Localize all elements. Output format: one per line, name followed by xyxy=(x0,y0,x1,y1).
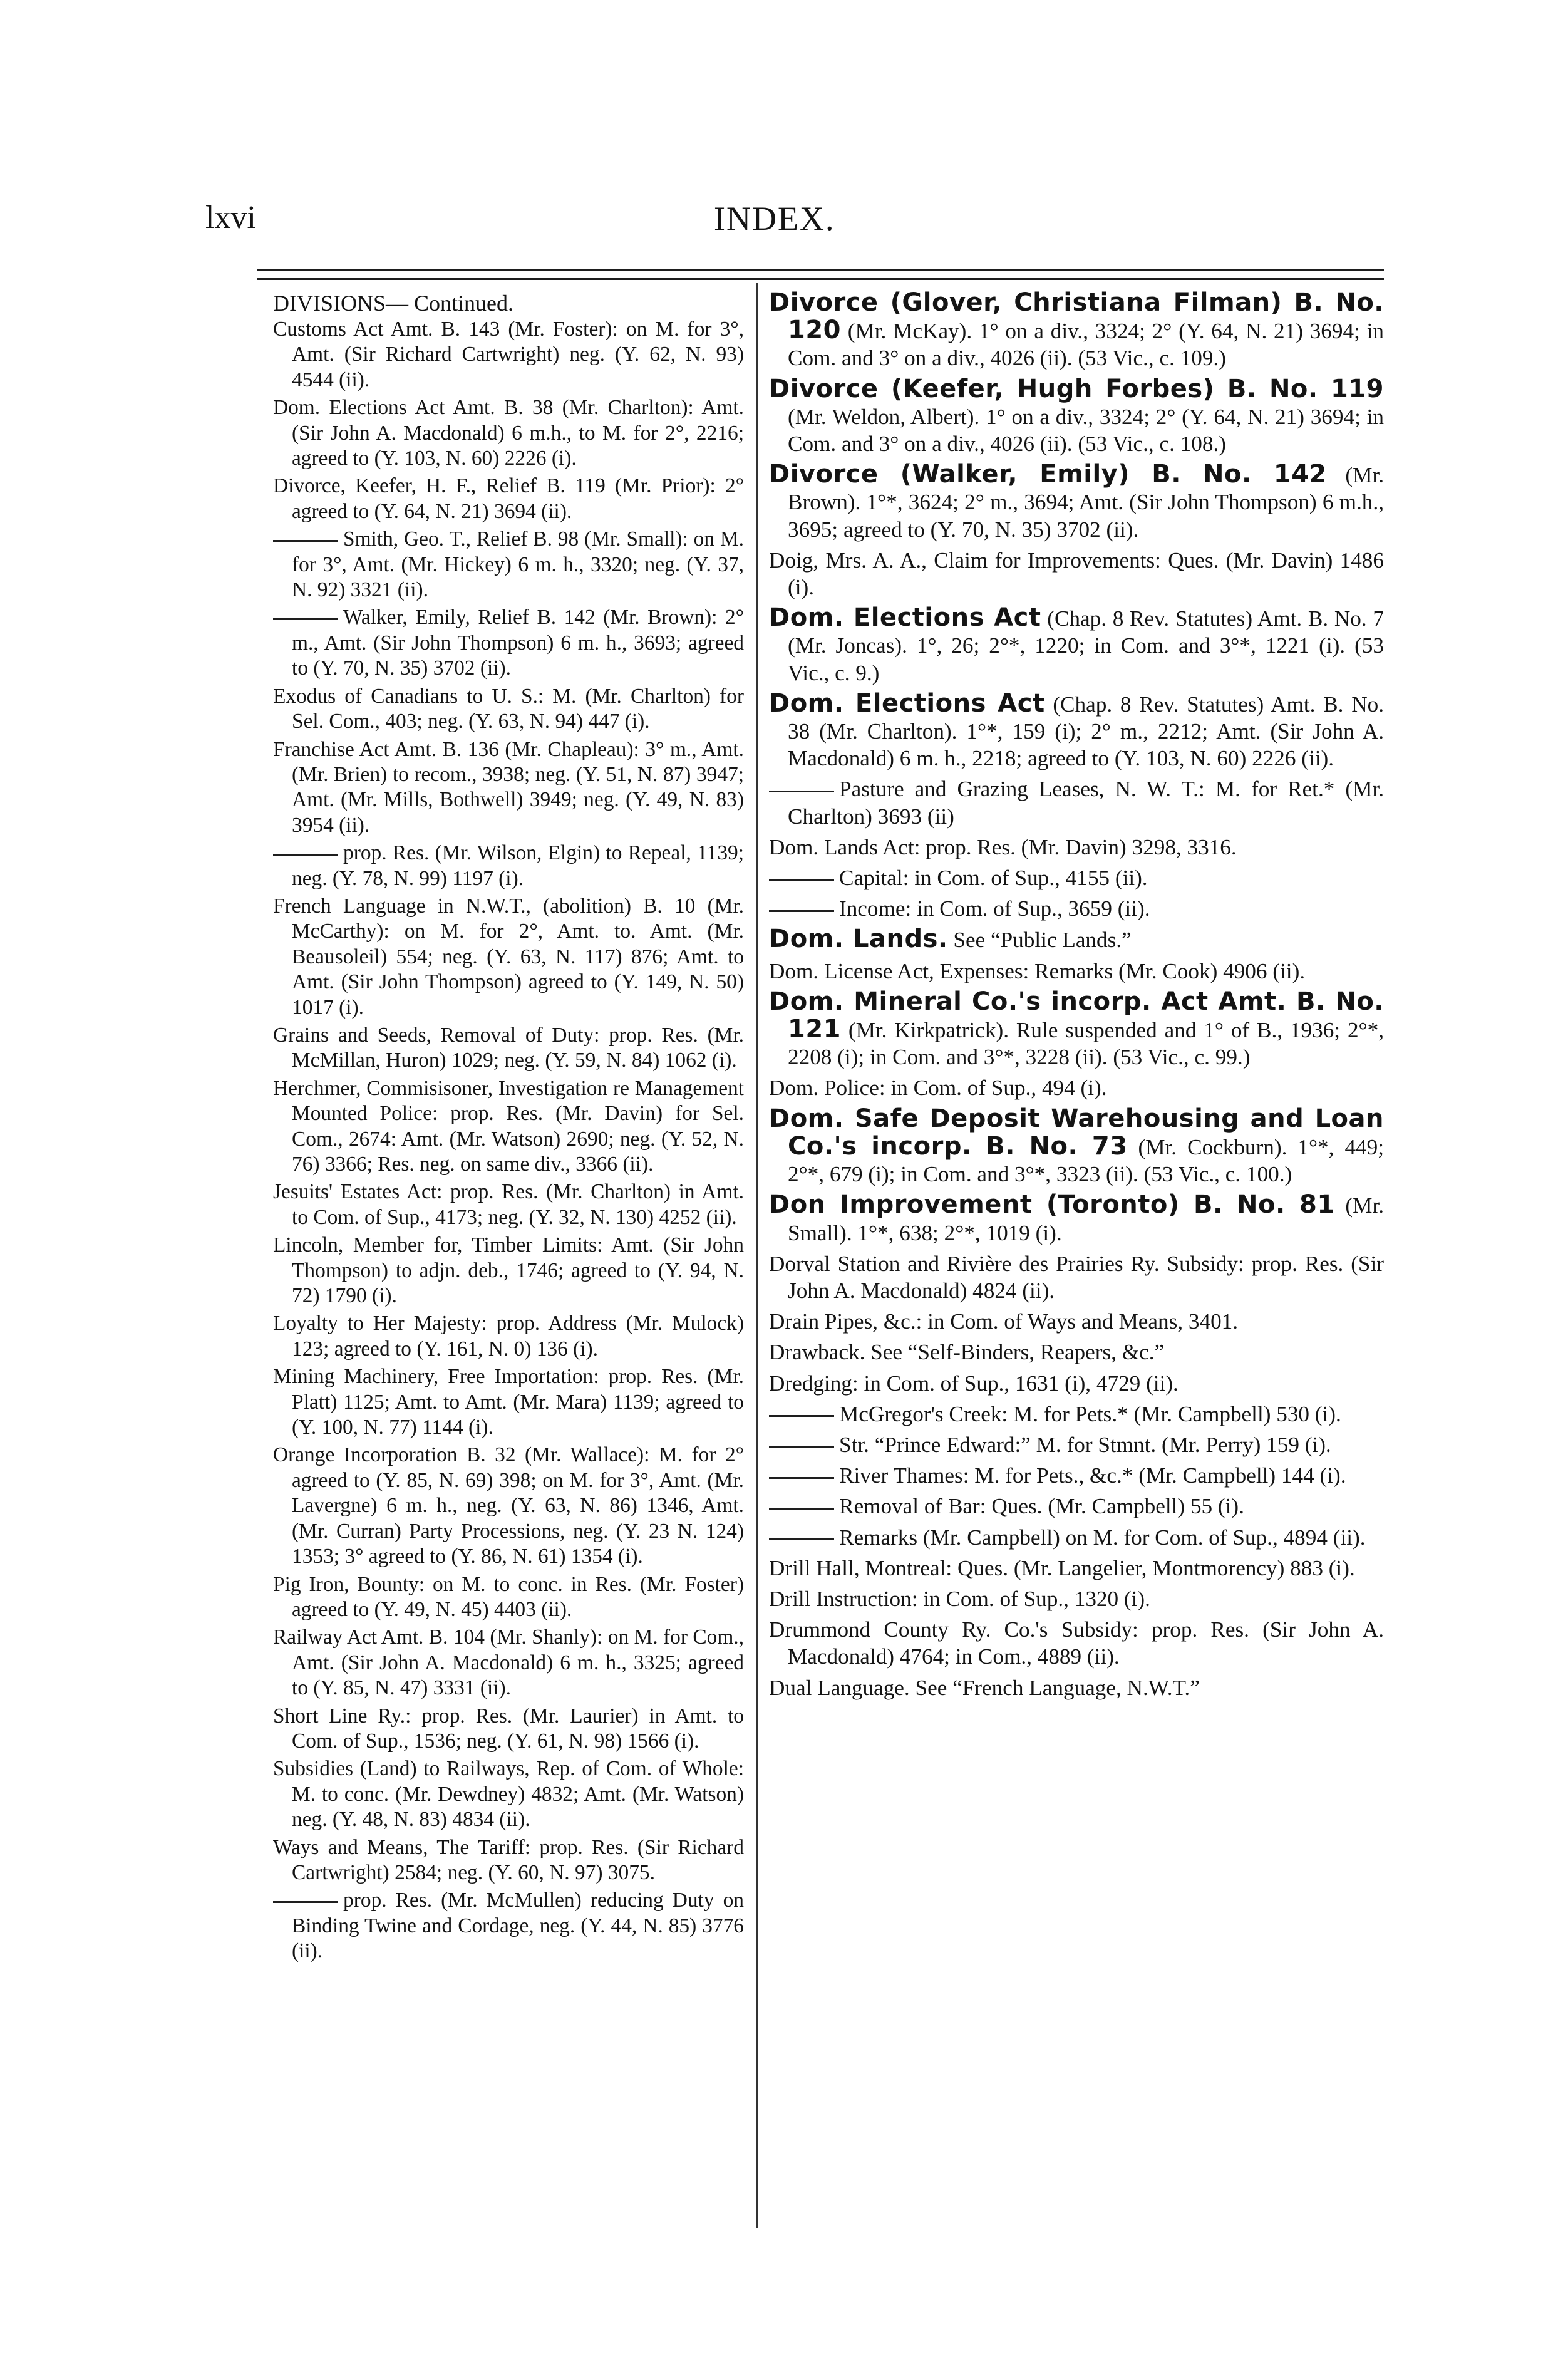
index-entry xyxy=(273,1364,744,1440)
index-entry xyxy=(769,1339,1384,1366)
entry-bold-title: Dom. Mineral Co.'s incorp. Act Amt. B. No. 121 xyxy=(769,987,1384,1044)
entry-text: Franchise Act Amt. B. 136 (Mr. Chapleau): 3° m., Amt. (Mr. Brien) to recom., 3938; neg. (Y. 51, N. 87) 3947; Amt. (Mr. Mills, Bothwell) 3949; neg. (Y. 49, N. 83) 3954 (ii). xyxy=(273,737,744,837)
entry-text: prop. Res. (Mr. Wilson, Elgin) to Repeal, 1139; neg. (Y. 78, N. 99) 1197 (i). xyxy=(292,841,744,890)
entry-text: Dom. Elections Act Amt. B. 38 (Mr. Charlton): Amt. (Sir John A. Macdonald) 6 m.h., to M. for 2°, 2216; agreed to (Y. 103, N. 60) 2226 (i). xyxy=(273,396,744,470)
entry-text: (Mr. Kirkpatrick). Rule suspended and 1° of B., 1936; 2°*, 2208 (i); in Com. and 3°*, 3228 (ii). (53 Vic., c. 99.) xyxy=(788,1018,1384,1070)
ditto-dash xyxy=(769,910,834,912)
entry-text: Grains and Seeds, Removal of Duty: prop. Res. (Mr. McMillan, Huron) 1029; neg. (Y. 59, N. 84) 1062 (i). xyxy=(273,1023,744,1072)
header-rule-bottom xyxy=(257,278,1384,280)
index-entry xyxy=(769,988,1384,1071)
entry-text: Income: in Com. of Sup., 3659 (ii). xyxy=(839,896,1150,921)
index-entry xyxy=(273,395,744,471)
entry-bold-title: Dom. Elections Act xyxy=(769,603,1041,633)
index-sub-entry xyxy=(769,1524,1384,1551)
index-sub-entry xyxy=(273,605,744,681)
index-sub-entry xyxy=(273,527,744,603)
entry-text: McGregor's Creek: M. for Pets.* (Mr. Campbell) 530 (i). xyxy=(839,1401,1341,1426)
entry-text: Ways and Means, The Tariff: prop. Res. (Sir Richard Cartwright) 2584; neg. (Y. 60, N. 97) 3075. xyxy=(273,1835,744,1884)
entry-text: Drain Pipes, &c.: in Com. of Ways and Means, 3401. xyxy=(769,1309,1239,1334)
entry-bold-title: Dom. Elections Act xyxy=(769,688,1045,718)
entry-text: Subsidies (Land) to Railways, Rep. of Com. of Whole: M. to conc. (Mr. Dewdney) 4832; Amt. (Mr. Watson) neg. (Y. 48, N. 83) 4834 (ii). xyxy=(273,1757,744,1832)
entry-text: Dual Language. See “French Language, N.W.T.” xyxy=(769,1675,1200,1700)
entry-text: Drummond County Ry. Co.'s Subsidy: prop. Res. (Sir John A. Macdonald) 4764; in Com., 4889 (ii). xyxy=(769,1617,1384,1669)
index-entry xyxy=(273,684,744,735)
index-entry xyxy=(273,1443,744,1569)
index-entry xyxy=(769,461,1384,543)
entry-text: (Mr. Small). 1°*, 638; 2°*, 1019 (i). xyxy=(788,1193,1384,1245)
ditto-dash xyxy=(273,1901,338,1903)
index-entry xyxy=(769,958,1384,985)
page-title: INDEX. xyxy=(714,200,835,237)
index-entry xyxy=(769,1250,1384,1304)
entry-bold-title: Divorce (Walker, Emily) B. No. 142 xyxy=(769,460,1327,489)
index-entry xyxy=(769,1616,1384,1670)
entry-text: Herchmer, Commisisoner, Investigation re Management Mounted Police: prop. Res. (Mr. Davin) for Sel. Com., 2674: Amt. (Mr. Watson) 2690; neg. (Y. 52, N. 76) 3366; Res. neg. on same div., 3366 (ii). xyxy=(273,1076,744,1176)
entry-text: French Language in N.W.T., (abolition) B. 10 (Mr. McCarthy): on M. for 2°, Amt. to. Amt. (Mr. Beausoleil) 554; neg. (Y. 63, N. 117) 876; Amt. to Amt. (Sir John Thompson) agreed to (Y. 149, N. 50) 1017 (i). xyxy=(273,894,744,1019)
entry-bold-title: Dom. Lands. xyxy=(769,925,948,954)
index-entry xyxy=(769,926,1384,953)
entry-text: Drill Instruction: in Com. of Sup., 1320 (i). xyxy=(769,1586,1150,1611)
entry-text: Short Line Ry.: prop. Res. (Mr. Laurier) in Amt. to Com. of Sup., 1536; neg. (Y. 61, N. 98) 1566 (i). xyxy=(273,1704,744,1753)
entry-bold-title: Divorce (Keefer, Hugh Forbes) B. No. 119 xyxy=(769,374,1384,403)
entry-text: Remarks (Mr. Campbell) on M. for Com. of Sup., 4894 (ii). xyxy=(839,1525,1366,1550)
entry-text: Railway Act Amt. B. 104 (Mr. Shanly): on M. for Com., Amt. (Sir John A. Macdonald) 6 m. h., 3325; agreed to (Y. 85, N. 47) 3331 (ii). xyxy=(273,1625,744,1700)
ditto-dash xyxy=(769,791,834,792)
index-entry xyxy=(769,1674,1384,1701)
ditto-dash xyxy=(769,1538,834,1540)
entry-text: Str. “Prince Edward:” M. for Stmnt. (Mr. Perry) 159 (i). xyxy=(839,1432,1331,1457)
column-divider xyxy=(756,283,758,2228)
entry-text: Mining Machinery, Free Importation: prop. Res. (Mr. Platt) 1125; Amt. to Amt. (Mr. Mara) 1139; agreed to (Y. 100, N. 77) 1144 (i). xyxy=(273,1365,744,1439)
entry-text: River Thames: M. for Pets., &c.* (Mr. Campbell) 144 (i). xyxy=(839,1463,1346,1488)
entry-text: Drawback. See “Self-Binders, Reapers, &c.” xyxy=(769,1340,1165,1365)
entry-text: (Chap. 8 Rev. Statutes) Amt. B. No. 38 (Mr. Charlton). 1°*, 159 (i); 2° m., 2212; Amt. (Sir John A. Macdonald) 6 m. h., 2218; agreed to (Y. 103, N. 60) 2226 (ii). xyxy=(788,692,1384,771)
entry-text: Dom. License Act, Expenses: Remarks (Mr. Cook) 4906 (ii). xyxy=(769,958,1306,983)
index-sub-entry xyxy=(273,1888,744,1964)
entry-text: Divorce, Keefer, H. F., Relief B. 119 (Mr. Prior): 2° agreed to (Y. 64, N. 21) 3694 (ii). xyxy=(273,474,744,523)
index-sub-entry xyxy=(769,1462,1384,1489)
entry-text: Smith, Geo. T., Relief B. 98 (Mr. Small): on M. for 3°, Amt. (Mr. Hickey) 6 m. h., 3320; neg. (Y. 37, N. 92) 3321 (ii). xyxy=(292,527,744,602)
entry-text: (Mr. McKay). 1° on a div., 3324; 2° (Y. 64, N. 21) 3694; in Com. and 3° on a div., 4026 (ii). (53 Vic., c. 109.) xyxy=(788,319,1384,371)
index-sub-entry xyxy=(769,1431,1384,1458)
index-entry xyxy=(273,1704,744,1755)
entry-text: (Mr. Weldon, Albert). 1° on a div., 3324; 2° (Y. 64, N. 21) 3694; in Com. and 3° on a div., 4026 (ii). (53 Vic., c. 108.) xyxy=(788,404,1384,457)
ditto-dash xyxy=(769,1508,834,1510)
index-entry xyxy=(769,547,1384,601)
index-sub-entry xyxy=(769,775,1384,829)
index-entry xyxy=(769,1555,1384,1582)
entry-text: Dom. Police: in Com. of Sup., 494 (i). xyxy=(769,1076,1107,1101)
index-entry xyxy=(273,1625,744,1701)
entry-bold-title: Don Improvement (Toronto) B. No. 81 xyxy=(769,1190,1335,1220)
index-entry xyxy=(769,1074,1384,1101)
entry-text: Capital: in Com. of Sup., 4155 (ii). xyxy=(839,866,1148,891)
ditto-dash xyxy=(769,1446,834,1448)
index-sub-entry xyxy=(769,895,1384,922)
entry-text: See “Public Lands.” xyxy=(947,928,1132,953)
entry-text: Removal of Bar: Ques. (Mr. Campbell) 55 (i). xyxy=(839,1494,1244,1519)
index-entry xyxy=(273,1756,744,1832)
entry-text: Walker, Emily, Relief B. 142 (Mr. Brown): 2° m., Amt. (Sir John Thompson) 6 m. h., 3693; agreed to (Y. 70, N. 35) 3702 (ii). xyxy=(292,606,744,680)
page-number: lxvi xyxy=(205,200,256,236)
index-entry xyxy=(769,376,1384,458)
index-entry xyxy=(273,1076,744,1178)
entry-text: Drill Hall, Montreal: Ques. (Mr. Langelier, Montmorency) 883 (i). xyxy=(769,1555,1355,1580)
entry-text: prop. Res. (Mr. McMullen) reducing Duty on Binding Twine and Cordage, neg. (Y. 44, N. 85) 3776 (ii). xyxy=(292,1889,744,1963)
entry-text: Dorval Station and Rivière des Prairies Ry. Subsidy: prop. Res. (Sir John A. Macdonald) 4824 (ii). xyxy=(769,1251,1384,1303)
entry-text: Pasture and Grazing Leases, N. W. T.: M. for Ret.* (Mr. Charlton) 3693 (ii) xyxy=(788,777,1384,829)
index-entry xyxy=(273,894,744,1020)
index-entry xyxy=(273,474,744,524)
entry-text: Doig, Mrs. A. A., Claim for Improvements: Ques. (Mr. Davin) 1486 (i). xyxy=(769,547,1384,600)
index-entry xyxy=(273,1179,744,1230)
entry-text: Orange Incorporation B. 32 (Mr. Wallace): M. for 2° agreed to (Y. 85, N. 69) 398; on M. for 3°, Amt. (Mr. Lavergne) 6 m. h., neg. (Y. 63, N. 86) 1346, Amt. (Mr. Curran) Party Processions, neg. (Y. 23 N. 124) 1353; 3° agreed to (Y. 86, N. 61) 1354 (i). xyxy=(273,1443,744,1568)
left-column xyxy=(273,289,744,1967)
entry-text: Jesuits' Estates Act: prop. Res. (Mr. Charlton) in Amt. to Com. of Sup., 4173; neg. (Y. 32, N. 130) 4252 (ii). xyxy=(273,1180,744,1229)
index-entry xyxy=(769,1191,1384,1246)
entry-text: Loyalty to Her Majesty: prop. Address (Mr. Mulock) 123; agreed to (Y. 161, N. 0) 136 (i). xyxy=(273,1312,744,1361)
ditto-dash xyxy=(273,618,338,620)
entry-text: (Chap. 8 Rev. Statutes) Amt. B. No. 7 (Mr. Joncas). 1°, 26; 2°*, 1220; in Com. and 3°*, 1221 (i). (53 Vic., c. 9.) xyxy=(788,606,1385,685)
entry-text: (Mr. Cockburn). 1°*, 449; 2°*, 679 (i); in Com. and 3°*, 3323 (ii). (53 Vic., c. 100.) xyxy=(788,1134,1384,1187)
ditto-dash xyxy=(769,879,834,881)
entry-text: Dredging: in Com. of Sup., 1631 (i), 4729 (ii). xyxy=(769,1371,1179,1396)
index-entry xyxy=(769,1585,1384,1612)
index-entry xyxy=(273,1572,744,1623)
index-entry xyxy=(769,834,1384,861)
ditto-dash xyxy=(769,1415,834,1417)
index-entry xyxy=(273,317,744,393)
header-rule-top xyxy=(257,269,1384,271)
index-entry xyxy=(273,1023,744,1074)
index-entry xyxy=(769,1106,1384,1188)
ditto-dash xyxy=(273,854,338,856)
index-entry xyxy=(769,604,1384,687)
entry-text: Lincoln, Member for, Timber Limits: Amt. (Sir John Thompson) to adjn. deb., 1746; agreed to (Y. 94, N. 72) 1790 (i). xyxy=(273,1233,744,1308)
index-entry xyxy=(273,1233,744,1309)
index-entry xyxy=(769,690,1384,772)
entry-text: Exodus of Canadians to U. S.: M. (Mr. Charlton) for Sel. Com., 403; neg. (Y. 63, N. 94) 447 (i). xyxy=(273,684,744,734)
entry-text: Customs Act Amt. B. 143 (Mr. Foster): on M. for 3°, Amt. (Sir Richard Cartwright) neg. (Y. 62, N. 93) 4544 (ii). xyxy=(273,318,744,391)
entry-bold-title: Dom. Safe Deposit Warehousing and Loan Co.'s incorp. B. No. 73 xyxy=(769,1104,1384,1161)
index-entry xyxy=(273,737,744,839)
index-sub-entry xyxy=(769,1493,1384,1520)
index-entry xyxy=(769,1308,1384,1335)
section-heading: DIVISIONS— Continued. xyxy=(273,291,513,316)
index-entry xyxy=(273,1311,744,1362)
ditto-dash xyxy=(273,540,338,542)
index-sub-entry xyxy=(769,864,1384,891)
entry-text: Dom. Lands Act: prop. Res. (Mr. Davin) 3298, 3316. xyxy=(769,834,1237,859)
index-sub-entry xyxy=(273,841,744,891)
index-sub-entry xyxy=(769,1401,1384,1428)
right-column xyxy=(769,289,1384,1705)
entry-text: Pig Iron, Bounty: on M. to conc. in Res. (Mr. Foster) agreed to (Y. 49, N. 45) 4403 (ii). xyxy=(273,1572,744,1621)
index-entry xyxy=(769,289,1384,372)
index-entry xyxy=(769,1370,1384,1397)
entry-bold-title: Divorce (Glover, Christiana Filman) B. No. 120 xyxy=(769,288,1384,345)
ditto-dash xyxy=(769,1477,834,1479)
index-entry xyxy=(273,1835,744,1886)
entry-text: (Mr. Brown). 1°*, 3624; 2° m., 3694; Amt. (Sir John Thompson) 6 m.h., 3695; agreed to (Y. 70, N. 35) 3702 (ii). xyxy=(788,463,1385,542)
